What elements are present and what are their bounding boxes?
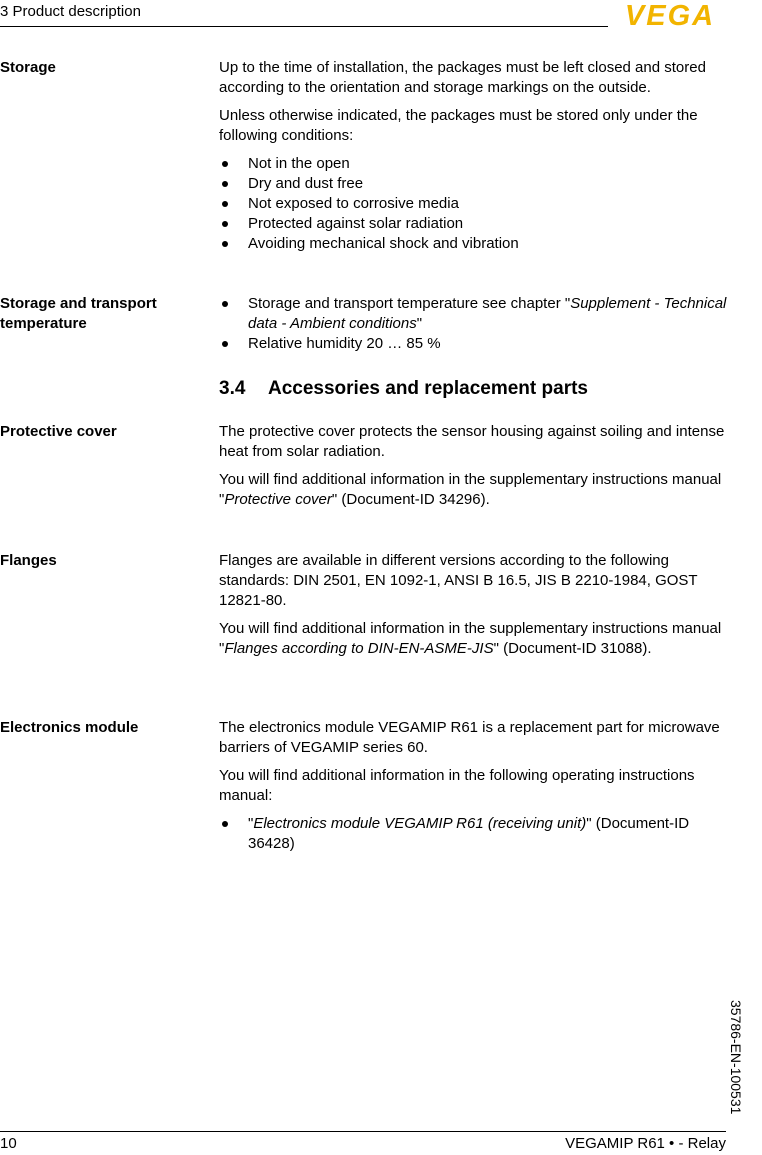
electronics-ref-title: Electronics module VEGAMIP R61 (receiving unit) [253, 815, 587, 832]
electronics-ref-suffix: " (Document-ID 36428) [248, 815, 690, 852]
list-item: Not in the open [219, 154, 731, 174]
flanges-ref-title: Flanges according to DIN-EN-ASME-JIS [224, 640, 494, 657]
storage-conditions-list [219, 154, 731, 254]
storage-text [219, 58, 731, 254]
list-item: Dry and dust free [219, 174, 731, 194]
cover-text [219, 422, 731, 510]
transport-text [219, 294, 731, 354]
electronics-text [219, 718, 731, 854]
cover-paragraph-1: The protective cover protects the sensor housing against soiling and intense heat from solar radiation. [219, 423, 725, 460]
transport-label: Storage and transport temperature [0, 295, 157, 332]
electronics-paragraph-2: You will find additional information in the following operating instructions manual: [219, 767, 695, 804]
chapter-heading: 3 Product description [0, 3, 141, 20]
section-title: Accessories and replacement parts [268, 378, 588, 399]
flanges-paragraph-1: Flanges are available in different versions according to the following standards: DIN 2501, EN 1092-1, ANSI B 16.5, JIS B 2210-1984, GOST 12821-80. [219, 552, 698, 609]
electronics-ref-prefix: " [248, 815, 254, 832]
flanges-ref-suffix: " (Document-ID 31088). [493, 640, 652, 657]
flanges-ref-prefix: You will find additional information in the supplementary instructions manual " [219, 620, 722, 657]
cover-ref-title: Protective cover [224, 491, 332, 508]
storage-paragraph-1: Up to the time of installation, the packages must be left closed and stored according to the orientation and storage markings on the outside. [219, 59, 706, 96]
list-item: Protected against solar radiation [219, 214, 731, 234]
flanges-text [219, 551, 731, 659]
list-item: Not exposed to corrosive media [219, 194, 731, 214]
list-item: Relative humidity 20 … 85 % [219, 334, 731, 354]
vega-logo [614, 0, 726, 28]
electronics-paragraph-1: The electronics module VEGAMIP R61 is a replacement part for microwave barriers of VEGAMIP series 60. [219, 719, 720, 756]
cover-ref-suffix: " (Document-ID 34296). [331, 491, 490, 508]
storage-label: Storage [0, 59, 56, 76]
cover-ref-prefix: You will find additional information in the supplementary instructions manual " [219, 471, 722, 508]
list-item [219, 814, 731, 854]
flanges-label: Flanges [0, 552, 57, 569]
header-rule [0, 26, 608, 27]
flanges-paragraph-2 [219, 619, 731, 659]
product-name: VEGAMIP R61 • - Relay [565, 1135, 726, 1152]
electronics-label: Electronics module [0, 719, 139, 736]
transport-temp-reference: Supplement - Technical data - Ambient conditions [248, 295, 727, 332]
transport-temp-suffix: " [416, 315, 423, 332]
electronics-list [219, 814, 731, 854]
transport-temp-prefix: Storage and transport temperature see chapter " [248, 295, 571, 312]
footer-rule [0, 1131, 726, 1132]
section-number: 3.4 [219, 378, 246, 399]
page-number: 10 [0, 1135, 17, 1152]
document-id: 35786-EN-100531 [728, 1000, 744, 1115]
section-heading [219, 378, 588, 400]
cover-paragraph-2 [219, 470, 731, 510]
transport-list [219, 294, 731, 354]
cover-label: Protective cover [0, 423, 117, 440]
list-item [219, 294, 731, 334]
list-item: Avoiding mechanical shock and vibration [219, 234, 731, 254]
storage-paragraph-2: Unless otherwise indicated, the packages must be stored only under the following conditions: [219, 107, 698, 144]
vega-logo-text: VEGA [624, 0, 716, 28]
